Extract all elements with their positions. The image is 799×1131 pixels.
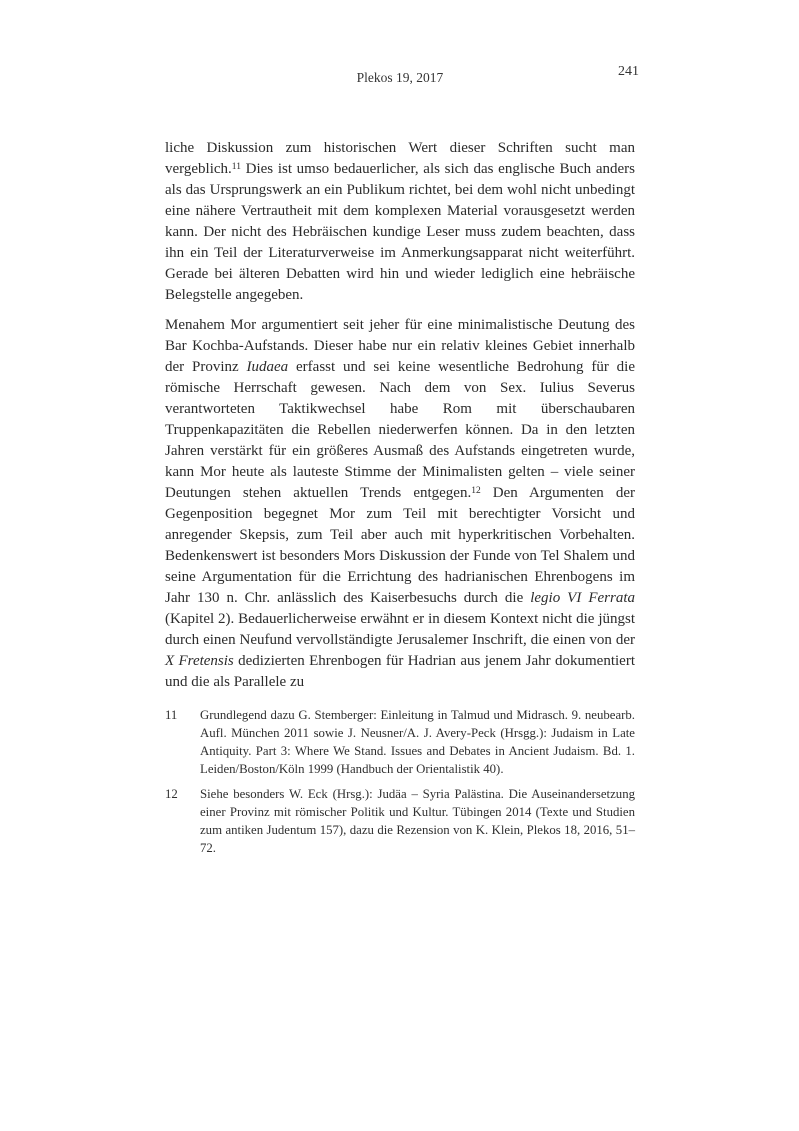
- page-header: [165, 64, 639, 92]
- paragraph-2: [165, 315, 635, 693]
- text-run: Siehe besonders W. Eck (Hrsg.): Judäa – Syria Palästina. Die Auseinandersetzung einer Provinz mit römischer Politik und Kultur. Tübingen 2014 (Texte und Studien zum antiken Judentum 157), dazu die Rezension von K. Klein, Plekos 18, 2016, 51–72.: [200, 787, 635, 855]
- footnote-number: 12: [165, 787, 178, 801]
- footnote-text: [200, 706, 635, 778]
- footnote-number: 11: [165, 708, 178, 722]
- footnotes-section: [165, 706, 635, 857]
- footnote-12: [165, 785, 635, 857]
- footnote-text: [200, 785, 635, 857]
- text-run: (Kapitel 2). Bedauerlicherweise erwähnt er in diesem Kontext nicht die jüngst durch einen Neufund vervollständigte Jerusalemer Inschrift, die einen von der: [165, 611, 635, 648]
- body-text: [165, 138, 635, 693]
- text-run: Menahem Mor argumentiert seit jeher für eine minimalistische Deutung des Bar Kochba-Aufstands. Dieser habe nur ein relativ kleines Gebiet innerhalb der Provinz: [165, 317, 635, 375]
- text-run: Den Argumenten der Gegenposition begegnet Mor zum Teil mit berechtigter Vorsicht und anregender Skepsis, zum Teil aber auch mit hyperkritischen Vorbehalten. Bedenkenswert ist besonders Mors Diskussion der Funde von Tel Shalem und seine Argumentation für die Errichtung des hadrianischen Ehrenbogens im Jahr 130 n. Chr. anlässlich des Kaiserbesuchs durch die: [165, 485, 636, 606]
- footnote-marker: 12: [471, 485, 481, 496]
- italic-phrase: X Fretensis: [165, 653, 234, 669]
- text-run: dedizierten Ehrenbogen für Hadrian aus jenem Jahr dokumentiert und die als Parallele zu: [165, 653, 635, 690]
- text-run: Dies ist umso bedauerlicher, als sich das englische Buch anders als das Ursprungswerk an ein Publikum richtet, bei dem wohl nicht unbedingt eine nähere Vertrautheit mit dem komplexen Material vorausgesetzt werden kann. Der nicht des Hebräischen kundige Leser muss zudem beachten, dass ihn ein Teil der Literaturverweise im Anmerkungsapparat nicht weiterführt. Gerade bei älteren Debatten wird hin und wieder lediglich eine hebräische Belegstelle angegeben.: [165, 161, 635, 303]
- footnote-11: [165, 706, 635, 778]
- text-run: Grundlegend dazu G. Stemberger: Einleitung in Talmud und Midrasch. 9. neubearb. Aufl. München 2011 sowie J. Neusner/A. J. Avery-Peck (Hrsgg.): Judaism in Late Antiquity. Part 3: Where We Stand. Issues and Debates in Ancient Judaism. Bd. 1. Leiden/Boston/Köln 1999 (Handbuch der Orientalistik 40).: [200, 708, 635, 776]
- text-run: liche Diskussion zum historischen Wert dieser Schriften sucht man vergeblich.: [165, 140, 635, 177]
- running-head: Plekos 19, 2017: [356, 70, 444, 85]
- text-run: erfasst und sei keine wesentliche Bedrohung für die römische Herrschaft gewesen. Nach dem von Sex. Iulius Severus verantworteten Taktikwechsel habe Rom mit überschaubaren Truppenkapazitäten die Rebellen niederwerfen können. Da in den letzten Jahren verstärkt für ein größeres Ausmaß des Aufstands eingetreten wurde, kann Mor heute als lauteste Stimme der Minimalisten gelten – viele seiner Deutungen stehen aktuellen Trends entgegen.: [165, 359, 635, 501]
- page-number: 241: [618, 64, 639, 79]
- italic-phrase: legio VI Ferrata: [530, 590, 635, 606]
- paragraph-1: [165, 138, 635, 306]
- footnote-marker: 11: [231, 161, 241, 172]
- italic-phrase: Iudaea: [246, 359, 289, 375]
